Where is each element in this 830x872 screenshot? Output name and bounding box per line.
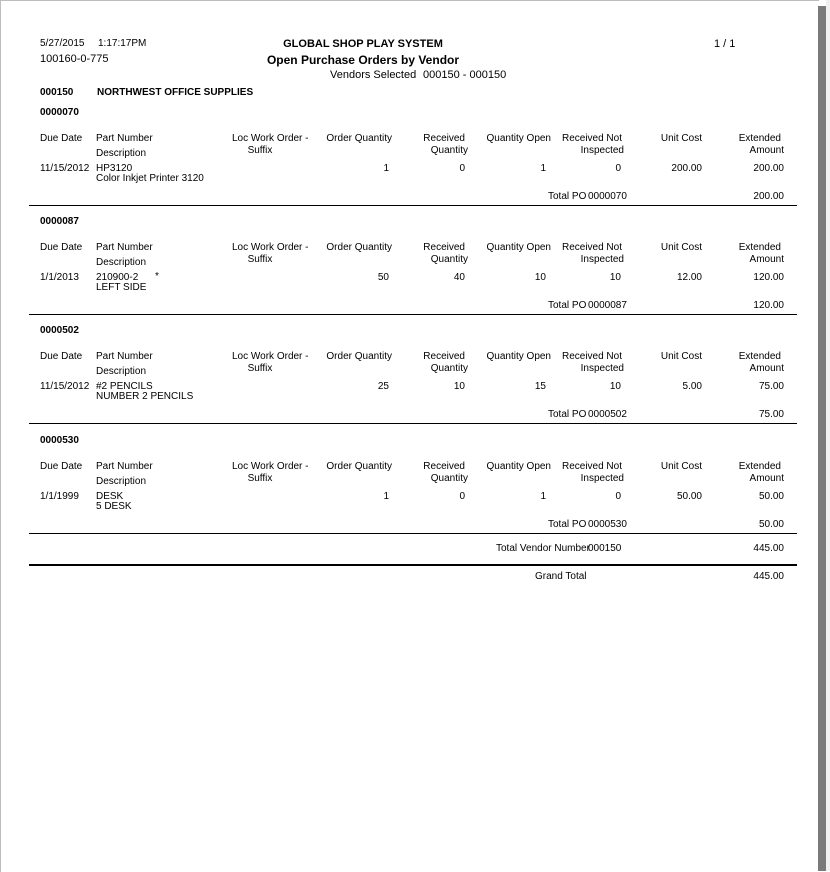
- po-section: [1, 216, 819, 316]
- vendors-selected-label: Vendors Selected: [330, 69, 417, 81]
- unit-cost: 12.00: [676, 272, 702, 283]
- col-received-not: Received Not: [561, 461, 622, 472]
- col-order-quantity: Order Quantity: [326, 133, 392, 144]
- po-number: 0000502: [40, 325, 79, 336]
- quantity-open: 10: [534, 272, 546, 283]
- quantity-open: 1: [540, 163, 546, 174]
- part-number: #2 PENCILS: [96, 381, 153, 392]
- col-unit-cost: Unit Cost: [660, 242, 702, 253]
- part-flag: *: [155, 271, 159, 282]
- order-quantity: 1: [383, 491, 389, 502]
- vendor-name: NORTHWEST OFFICE SUPPLIES: [97, 87, 254, 98]
- due-date: 1/1/2013: [40, 272, 79, 283]
- col-received-quantity: Quantity: [430, 363, 468, 374]
- col-received-not: Received Not: [561, 242, 622, 253]
- order-quantity: 25: [377, 381, 389, 392]
- col-suffix: Suffix: [247, 363, 273, 374]
- col-received: Received: [423, 242, 465, 253]
- due-date: 11/15/2012: [40, 381, 90, 392]
- col-inspected: Inspected: [580, 145, 624, 156]
- col-description: Description: [96, 366, 147, 377]
- report-time: 1:17:17PM: [98, 38, 147, 49]
- total-po-number: 0000502: [588, 409, 627, 420]
- col-received-quantity: Quantity: [430, 473, 468, 484]
- col-amount: Amount: [749, 145, 784, 156]
- total-po-label: Total PO: [548, 300, 587, 311]
- col-part-number: Part Number: [96, 133, 153, 144]
- col-received: Received: [423, 351, 465, 362]
- col-quantity-open: Quantity Open: [486, 242, 551, 253]
- report-title: Open Purchase Orders by Vendor: [266, 53, 460, 67]
- col-unit-cost: Unit Cost: [660, 351, 702, 362]
- col-extended: Extended: [738, 133, 781, 144]
- col-amount: Amount: [749, 363, 784, 374]
- order-quantity: 1: [383, 163, 389, 174]
- part-number: HP3120: [96, 163, 133, 174]
- received-not-inspected: 0: [615, 163, 621, 174]
- viewer-background: [826, 0, 830, 871]
- po-section: [1, 107, 819, 207]
- col-order-quantity: Order Quantity: [326, 242, 392, 253]
- col-amount: Amount: [749, 473, 784, 484]
- col-part-number: Part Number: [96, 242, 153, 253]
- col-order-quantity: Order Quantity: [326, 461, 392, 472]
- col-due-date: Due Date: [40, 461, 83, 472]
- total-po-amount: 200.00: [753, 191, 784, 202]
- page-number: 1 / 1: [714, 38, 736, 50]
- part-number: DESK: [96, 491, 124, 502]
- part-description: LEFT SIDE: [96, 282, 147, 293]
- col-unit-cost: Unit Cost: [660, 461, 702, 472]
- col-received: Received: [423, 133, 465, 144]
- total-po-amount: 120.00: [753, 300, 784, 311]
- company-name: GLOBAL SHOP PLAY SYSTEM: [283, 38, 443, 50]
- col-received-quantity: Quantity: [430, 254, 468, 265]
- extended-amount: 75.00: [758, 381, 784, 392]
- vendor-total-amount: 445.00: [753, 543, 784, 554]
- section-divider: [29, 205, 797, 206]
- part-description: NUMBER 2 PENCILS: [96, 391, 194, 402]
- due-date: 11/15/2012: [40, 163, 90, 174]
- total-po-amount: 50.00: [758, 519, 784, 530]
- col-received-not: Received Not: [561, 133, 622, 144]
- col-unit-cost: Unit Cost: [660, 133, 702, 144]
- col-extended: Extended: [738, 461, 781, 472]
- po-number: 0000070: [40, 107, 79, 118]
- col-description: Description: [96, 476, 147, 487]
- page-shadow: [818, 6, 826, 871]
- po-number: 0000530: [40, 435, 79, 446]
- col-extended: Extended: [738, 351, 781, 362]
- section-divider: [29, 423, 797, 424]
- received-quantity: 40: [453, 272, 465, 283]
- col-extended: Extended: [738, 242, 781, 253]
- extended-amount: 50.00: [758, 491, 784, 502]
- received-quantity: 0: [459, 163, 465, 174]
- unit-cost: 200.00: [671, 163, 702, 174]
- received-not-inspected: 10: [609, 272, 621, 283]
- section-divider: [29, 533, 797, 534]
- total-po-label: Total PO: [548, 191, 587, 202]
- report-code: 100160-0-775: [40, 53, 109, 65]
- col-part-number: Part Number: [96, 351, 153, 362]
- col-received-not: Received Not: [561, 351, 622, 362]
- col-suffix: Suffix: [247, 254, 273, 265]
- part-description: Color Inkjet Printer 3120: [96, 173, 204, 184]
- unit-cost: 50.00: [676, 491, 702, 502]
- order-quantity: 50: [377, 272, 389, 283]
- total-po-label: Total PO: [548, 409, 587, 420]
- total-po-number: 0000070: [588, 191, 627, 202]
- col-part-number: Part Number: [96, 461, 153, 472]
- col-received-quantity: Quantity: [430, 145, 468, 156]
- col-due-date: Due Date: [40, 351, 83, 362]
- unit-cost: 5.00: [682, 381, 702, 392]
- po-section: [1, 435, 819, 535]
- col-amount: Amount: [749, 254, 784, 265]
- vendor-number: 000150: [40, 87, 74, 98]
- quantity-open: 1: [540, 491, 546, 502]
- col-quantity-open: Quantity Open: [486, 461, 551, 472]
- col-loc-work-order: Loc Work Order -: [232, 461, 309, 472]
- report-date: 5/27/2015: [40, 38, 85, 49]
- total-po-number: 0000087: [588, 300, 627, 311]
- section-divider: [29, 314, 797, 315]
- col-suffix: Suffix: [247, 473, 273, 484]
- col-quantity-open: Quantity Open: [486, 133, 551, 144]
- col-inspected: Inspected: [580, 473, 624, 484]
- col-inspected: Inspected: [580, 254, 624, 265]
- grand-total-amount: 445.00: [753, 571, 784, 582]
- due-date: 1/1/1999: [40, 491, 79, 502]
- col-loc-work-order: Loc Work Order -: [232, 133, 309, 144]
- quantity-open: 15: [534, 381, 546, 392]
- col-quantity-open: Quantity Open: [486, 351, 551, 362]
- po-section: [1, 325, 819, 425]
- col-description: Description: [96, 257, 147, 268]
- col-inspected: Inspected: [580, 363, 624, 374]
- received-quantity: 10: [453, 381, 465, 392]
- vendor-total-label: Total Vendor Number: [496, 543, 590, 554]
- col-order-quantity: Order Quantity: [326, 351, 392, 362]
- vendor-total-number: 000150: [588, 543, 622, 554]
- received-not-inspected: 10: [609, 381, 621, 392]
- col-loc-work-order: Loc Work Order -: [232, 242, 309, 253]
- vendors-selected-range: 000150 - 000150: [423, 69, 507, 81]
- total-po-number: 0000530: [588, 519, 627, 530]
- col-due-date: Due Date: [40, 133, 83, 144]
- extended-amount: 200.00: [753, 163, 784, 174]
- col-received: Received: [423, 461, 465, 472]
- extended-amount: 120.00: [753, 272, 784, 283]
- col-loc-work-order: Loc Work Order -: [232, 351, 309, 362]
- total-po-label: Total PO: [548, 519, 587, 530]
- part-description: 5 DESK: [96, 501, 132, 512]
- received-not-inspected: 0: [615, 491, 621, 502]
- grand-total-divider: [29, 564, 797, 566]
- po-number: 0000087: [40, 216, 79, 227]
- col-due-date: Due Date: [40, 242, 83, 253]
- col-suffix: Suffix: [247, 145, 273, 156]
- received-quantity: 0: [459, 491, 465, 502]
- grand-total-label: Grand Total: [535, 571, 587, 582]
- total-po-amount: 75.00: [758, 409, 784, 420]
- col-description: Description: [96, 148, 147, 159]
- part-number: 210900-2: [96, 272, 139, 283]
